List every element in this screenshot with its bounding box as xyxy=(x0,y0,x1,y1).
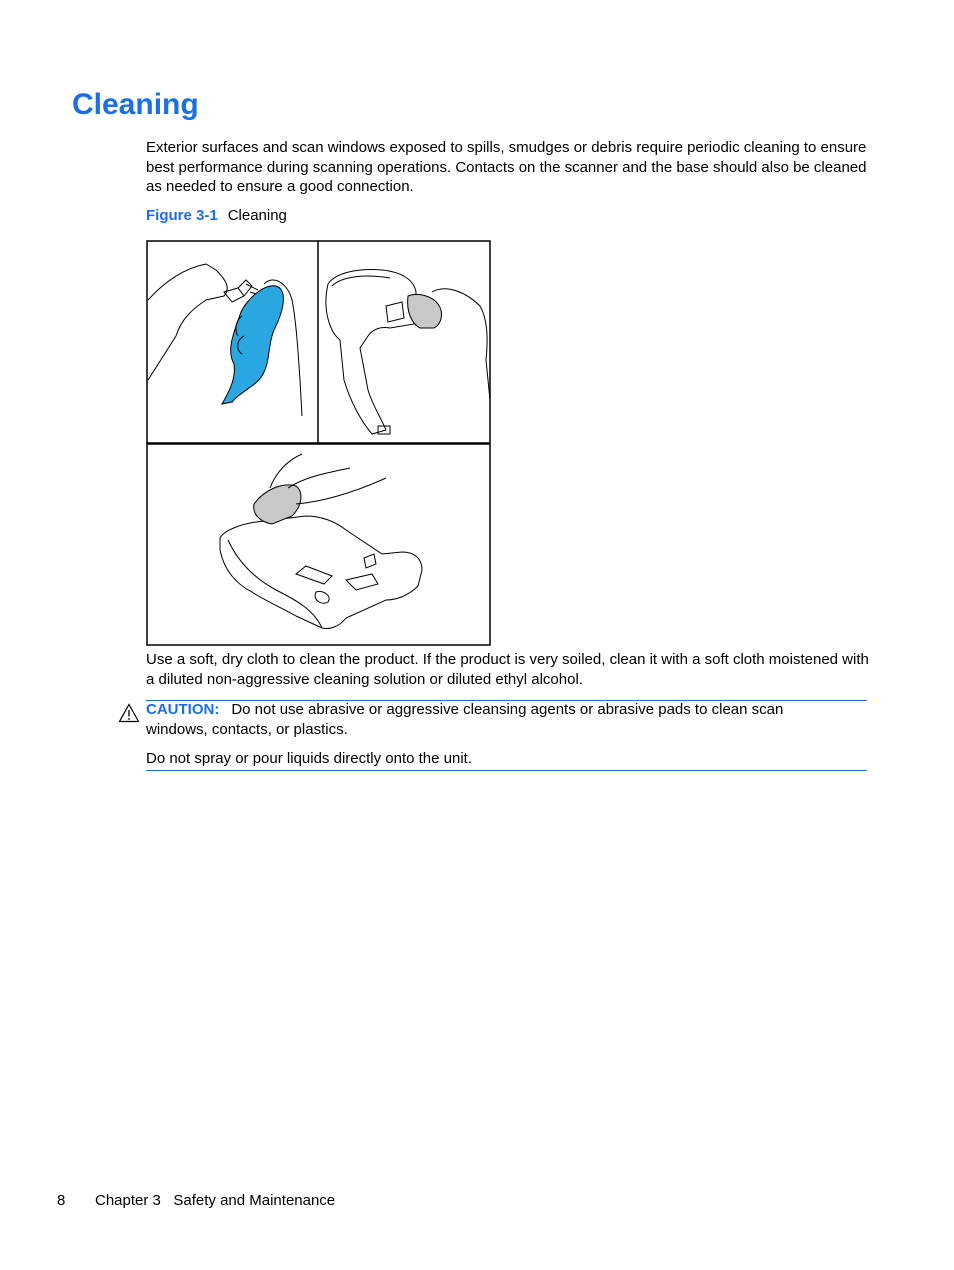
base-station-illustration xyxy=(220,516,422,629)
scanner-cloth-illustration xyxy=(408,289,490,400)
caution-note: Do not spray or pour liquids directly onto the unit. xyxy=(146,750,473,767)
warning-triangle-icon xyxy=(118,703,140,723)
scanner-illustration xyxy=(326,270,416,434)
cleaning-figure xyxy=(146,240,491,646)
caution-text: Do not use abrasive or aggressive cleansing agents or abrasive pads to clean scan windows, contacts, or plastics. xyxy=(146,701,784,738)
caution-paragraph xyxy=(146,700,846,739)
base-cloth-illustration xyxy=(254,454,386,524)
figure-label: Figure 3-1 xyxy=(146,207,218,224)
figure-caption-text: Cleaning xyxy=(227,207,287,224)
footer-chapter: Chapter 3 Safety and Maintenance xyxy=(95,1192,336,1209)
figure-caption xyxy=(146,207,287,224)
caution-label: CAUTION: xyxy=(146,701,220,718)
section-title: Cleaning xyxy=(72,88,199,121)
intro-paragraph: Exterior surfaces and scan windows exposed to spills, smudges or debris require periodic cleaning to ensure best performance during scanning operations. Contacts on the scanner and the base should also be cleaned as needed to ensure a good connection. xyxy=(146,139,867,195)
blue-cloth-illustration xyxy=(222,286,283,404)
page-number: 8 xyxy=(57,1192,66,1209)
caution-bottom-rule xyxy=(146,770,867,771)
instruction-paragraph: Use a soft, dry cloth to clean the product. If the product is very soiled, clean it with a soft cloth moistened with a diluted non-aggressive cleaning solution or diluted ethyl alcohol. xyxy=(146,651,869,688)
